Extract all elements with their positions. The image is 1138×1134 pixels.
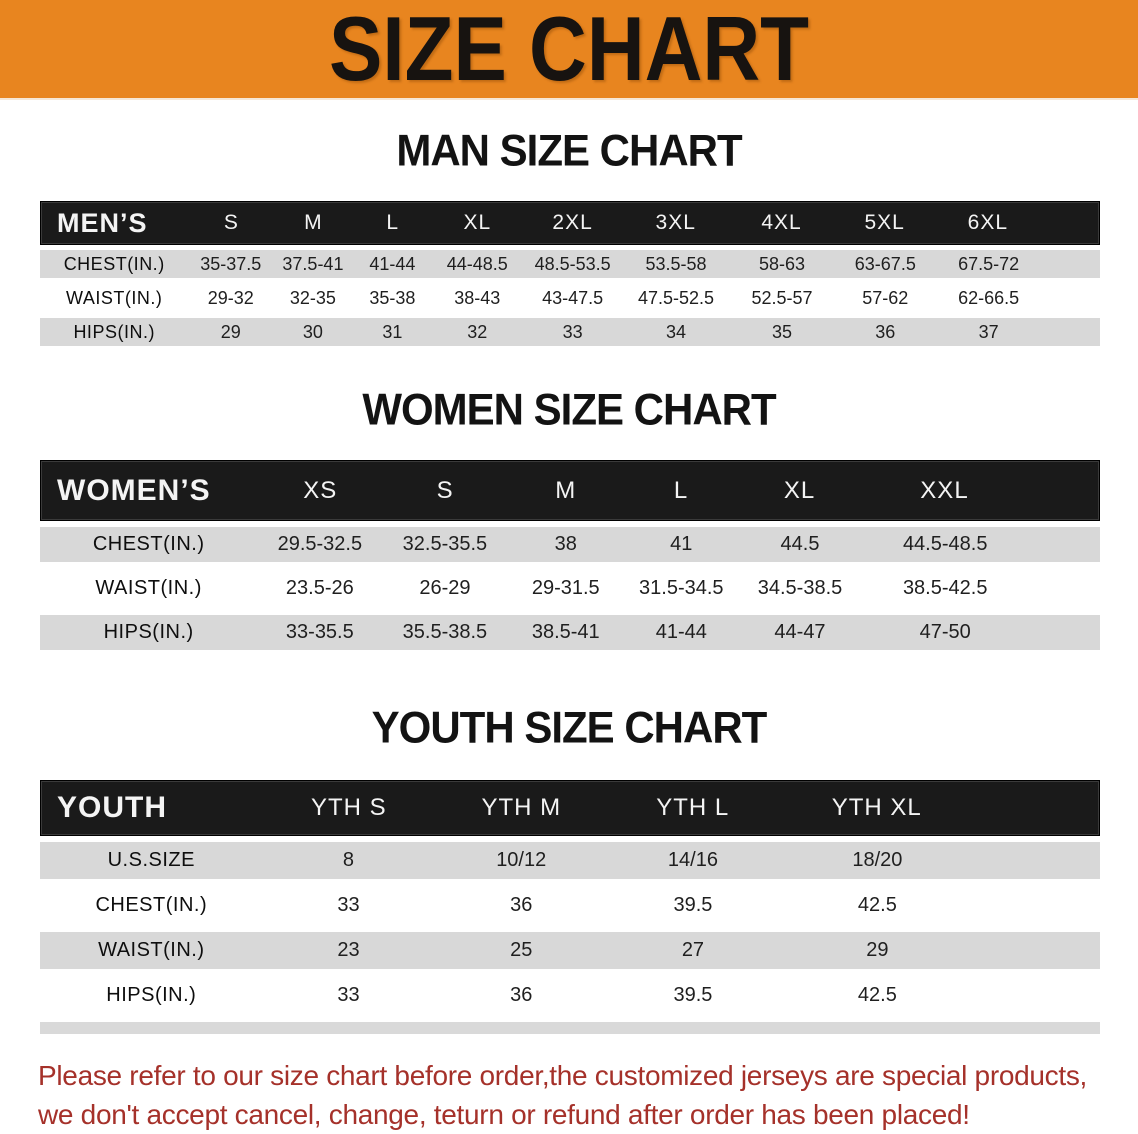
size-value: 44.5-48.5 xyxy=(902,533,988,555)
size-value: 33 xyxy=(337,984,360,1006)
row-label: HIPS(IN.) xyxy=(103,621,194,643)
size-value: 43-47.5 xyxy=(542,287,604,308)
column-header: XS xyxy=(303,476,338,504)
table-row xyxy=(40,527,1100,562)
size-value: 32.5-35.5 xyxy=(402,533,488,555)
size-value: 38-43 xyxy=(454,287,501,308)
size-value: 36 xyxy=(875,321,896,342)
size-value: 42.5 xyxy=(857,984,897,1006)
column-header: M xyxy=(555,476,577,504)
column-header: M xyxy=(304,211,323,234)
table-row xyxy=(40,250,1100,278)
size-value: 47.5-52.5 xyxy=(637,287,714,308)
size-value: 31.5-34.5 xyxy=(639,577,724,599)
size-value: 18/20 xyxy=(852,849,903,871)
size-value: 39.5 xyxy=(673,984,713,1006)
size-value: 29.5-32.5 xyxy=(277,533,363,555)
size-value: 44.5 xyxy=(780,533,820,555)
size-value: 35.5-38.5 xyxy=(402,621,488,643)
men-size-table xyxy=(40,201,1100,346)
size-value: 36 xyxy=(510,894,533,916)
size-value: 41 xyxy=(670,533,693,555)
size-value: 63-67.5 xyxy=(854,253,916,274)
order-policy-note-line1: Please refer to our size chart before order,the customized jerseys are special products, xyxy=(38,1060,1088,1091)
size-value: 36 xyxy=(510,984,533,1006)
table-corner-label: YOUTH xyxy=(57,791,167,824)
column-header: L xyxy=(386,211,400,234)
row-label: HIPS(IN.) xyxy=(73,321,155,342)
table-row xyxy=(40,615,1100,650)
size-value: 31 xyxy=(382,321,403,342)
size-value: 23.5-26 xyxy=(285,577,354,599)
size-value: 29-32 xyxy=(207,287,254,308)
size-value: 34 xyxy=(665,321,686,342)
column-header: 2XL xyxy=(552,211,593,234)
row-label: CHEST(IN.) xyxy=(92,533,205,555)
size-value: 41-44 xyxy=(655,621,707,643)
table-row xyxy=(40,318,1100,346)
size-value: 32 xyxy=(467,321,488,342)
column-header: YTH L xyxy=(656,794,730,821)
size-chart-banner xyxy=(0,0,1138,100)
row-label: CHEST(IN.) xyxy=(95,894,208,916)
order-policy-note-line2: we don't accept cancel, change, teturn or refund after order has been placed! xyxy=(38,1099,970,1130)
women-section-heading: WOMEN SIZE CHART xyxy=(362,384,776,435)
column-header: 6XL xyxy=(967,211,1009,234)
table-row xyxy=(40,284,1100,312)
size-value: 35-37.5 xyxy=(200,253,262,274)
size-value: 33 xyxy=(562,321,583,342)
size-value: 52.5-57 xyxy=(751,287,813,308)
table-row xyxy=(40,887,1100,924)
size-value: 42.5 xyxy=(857,894,897,916)
size-value: 39.5 xyxy=(673,894,713,916)
column-header: 3XL xyxy=(655,211,696,234)
row-label: U.S.SIZE xyxy=(107,849,195,871)
column-header: L xyxy=(673,476,689,504)
size-value: 33-35.5 xyxy=(285,621,354,643)
size-value: 38.5-41 xyxy=(531,621,600,643)
row-label: WAIST(IN.) xyxy=(95,577,202,599)
column-header: XXL xyxy=(920,476,969,504)
size-value: 44-47 xyxy=(774,621,826,643)
size-value: 35-38 xyxy=(369,287,416,308)
size-value: 53.5-58 xyxy=(645,253,707,274)
column-header: YTH S xyxy=(311,794,387,821)
size-value: 44-48.5 xyxy=(446,253,508,274)
row-label: WAIST(IN.) xyxy=(98,939,205,961)
column-header: S xyxy=(436,476,454,504)
size-value: 34.5-38.5 xyxy=(757,577,843,599)
column-header: XL xyxy=(783,476,816,504)
column-header: S xyxy=(223,211,239,234)
size-value: 23 xyxy=(337,939,360,961)
size-value: 41-44 xyxy=(369,253,416,274)
size-value: 29-31.5 xyxy=(531,577,600,599)
size-value: 14/16 xyxy=(667,849,718,871)
size-value: 57-62 xyxy=(862,287,909,308)
size-value: 38 xyxy=(554,533,577,555)
size-value: 32-35 xyxy=(289,287,336,308)
size-value: 35 xyxy=(771,321,792,342)
youth-size-table xyxy=(40,780,1100,1014)
table-header-row xyxy=(40,460,1100,521)
size-value: 58-63 xyxy=(758,253,805,274)
men-section-heading: MAN SIZE CHART xyxy=(396,125,742,176)
row-label: WAIST(IN.) xyxy=(66,287,163,308)
size-value: 67.5-72 xyxy=(958,253,1020,274)
table-corner-label: WOMEN’S xyxy=(57,473,211,507)
size-value: 29 xyxy=(220,321,241,342)
size-value: 27 xyxy=(681,939,705,961)
column-header: XL xyxy=(463,211,492,234)
size-value: 38.5-42.5 xyxy=(902,577,988,599)
size-value: 10/12 xyxy=(496,849,547,871)
banner-title: SIZE CHART xyxy=(329,0,809,100)
youth-section-heading: YOUTH SIZE CHART xyxy=(371,702,767,753)
size-value: 48.5-53.5 xyxy=(534,253,611,274)
youth-table-footer-strip xyxy=(40,1022,1100,1034)
size-value: 26-29 xyxy=(419,577,471,599)
size-value: 30 xyxy=(302,321,323,342)
size-value: 33 xyxy=(337,894,360,916)
table-row xyxy=(40,977,1100,1014)
column-header: YTH M xyxy=(481,794,562,821)
table-row xyxy=(40,571,1100,606)
size-value: 62-66.5 xyxy=(958,287,1020,308)
size-value: 25 xyxy=(510,939,533,961)
table-row xyxy=(40,842,1100,879)
table-row xyxy=(40,932,1100,969)
size-value: 29 xyxy=(866,939,889,961)
size-value: 47-50 xyxy=(919,621,971,643)
size-value: 8 xyxy=(342,849,355,871)
size-value: 37 xyxy=(978,321,999,342)
size-value: 37.5-41 xyxy=(282,253,344,274)
column-header: YTH XL xyxy=(831,794,922,821)
column-header: 5XL xyxy=(864,211,905,234)
table-corner-label: MEN’S xyxy=(57,207,148,238)
row-label: CHEST(IN.) xyxy=(63,253,165,274)
table-header-row xyxy=(40,780,1100,836)
table-header-row xyxy=(40,201,1100,245)
row-label: HIPS(IN.) xyxy=(106,984,197,1006)
order-policy-note xyxy=(38,1056,1138,1134)
women-size-table xyxy=(40,460,1100,650)
column-header: 4XL xyxy=(761,211,802,234)
